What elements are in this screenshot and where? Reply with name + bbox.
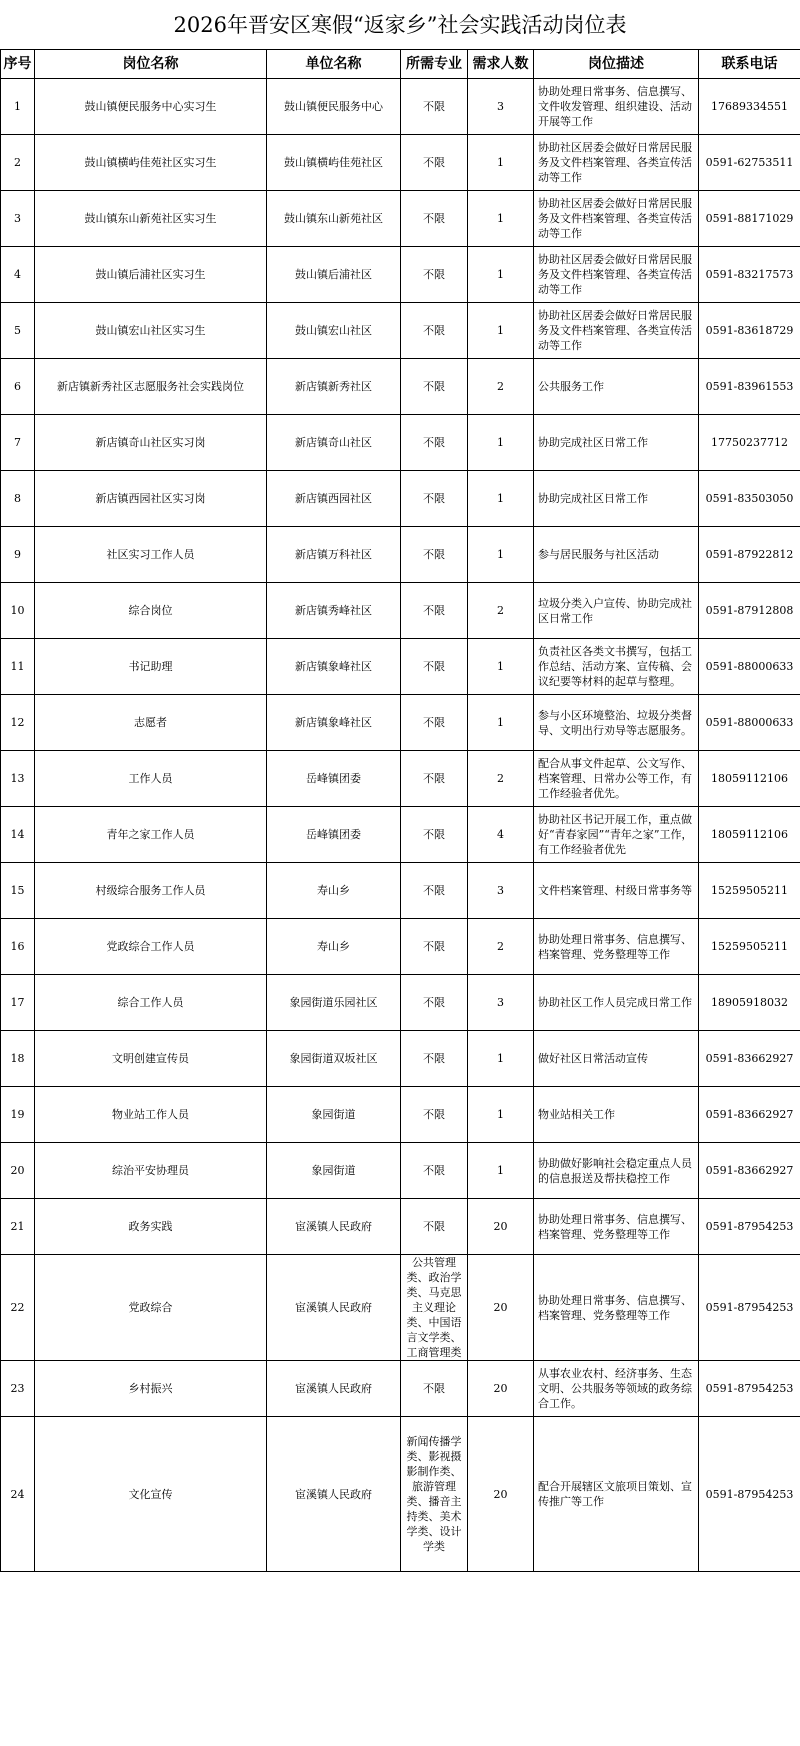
required-major-cell: 不限 [401,1087,468,1143]
unit-name-cell: 鼓山镇便民服务中心 [267,79,401,135]
position-description-cell: 协助社区居委会做好日常居民服务及文件档案管理、各类宣传活动等工作 [534,191,699,247]
position-name-cell: 村级综合服务工作人员 [35,863,267,919]
row-number-cell: 21 [1,1199,35,1255]
headcount-cell: 1 [468,415,534,471]
table-body [1,79,800,1572]
row-number-cell: 24 [1,1417,35,1572]
table-row [1,1199,800,1255]
table-row [1,415,800,471]
contact-phone-cell: 18059112106 [699,807,800,863]
required-major-cell: 不限 [401,359,468,415]
headcount-cell: 20 [468,1255,534,1361]
position-name-cell: 鼓山镇横屿佳苑社区实习生 [35,135,267,191]
row-number-cell: 12 [1,695,35,751]
positions-table [0,49,800,1572]
required-major-cell: 不限 [401,1143,468,1199]
headcount-cell: 1 [468,695,534,751]
unit-name-cell: 新店镇秀峰社区 [267,583,401,639]
table-row [1,1143,800,1199]
contact-phone-cell: 0591-87954253 [699,1199,800,1255]
position-name-cell: 新店镇新秀社区志愿服务社会实践岗位 [35,359,267,415]
header-row [1,50,800,79]
row-number-cell: 10 [1,583,35,639]
contact-phone-cell: 17750237712 [699,415,800,471]
required-major-cell: 不限 [401,527,468,583]
position-description-cell: 协助社区居委会做好日常居民服务及文件档案管理、各类宣传活动等工作 [534,135,699,191]
row-number-cell: 16 [1,919,35,975]
unit-name-cell: 岳峰镇团委 [267,807,401,863]
headcount-cell: 3 [468,975,534,1031]
row-number-cell: 22 [1,1255,35,1361]
required-major-cell: 不限 [401,975,468,1031]
table-row [1,79,800,135]
headcount-cell: 2 [468,751,534,807]
position-name-cell: 党政综合 [35,1255,267,1361]
contact-phone-cell: 18059112106 [699,751,800,807]
header-cell-no: 序号 [1,50,35,79]
position-name-cell: 鼓山镇便民服务中心实习生 [35,79,267,135]
required-major-cell: 新闻传播学类、影视摄影制作类、旅游管理类、播音主持类、美术学类、设计学类 [401,1417,468,1572]
contact-phone-cell: 0591-87922812 [699,527,800,583]
position-description-cell: 从事农业农村、经济事务、生态文明、公共服务等领域的政务综合工作。 [534,1361,699,1417]
unit-name-cell: 鼓山镇后浦社区 [267,247,401,303]
header-cell-major: 所需专业 [401,50,468,79]
required-major-cell: 不限 [401,191,468,247]
position-description-cell: 公共服务工作 [534,359,699,415]
contact-phone-cell: 0591-83618729 [699,303,800,359]
row-number-cell: 13 [1,751,35,807]
headcount-cell: 2 [468,919,534,975]
required-major-cell: 不限 [401,639,468,695]
unit-name-cell: 象园街道 [267,1143,401,1199]
contact-phone-cell: 0591-62753511 [699,135,800,191]
required-major-cell: 不限 [401,1199,468,1255]
headcount-cell: 3 [468,863,534,919]
required-major-cell: 不限 [401,1361,468,1417]
headcount-cell: 1 [468,303,534,359]
headcount-cell: 1 [468,191,534,247]
headcount-cell: 20 [468,1199,534,1255]
unit-name-cell: 象园街道乐园社区 [267,975,401,1031]
headcount-cell: 4 [468,807,534,863]
headcount-cell: 20 [468,1417,534,1572]
row-number-cell: 3 [1,191,35,247]
unit-name-cell: 寿山乡 [267,863,401,919]
required-major-cell: 不限 [401,583,468,639]
position-description-cell: 协助社区工作人员完成日常工作 [534,975,699,1031]
position-name-cell: 综合工作人员 [35,975,267,1031]
contact-phone-cell: 0591-88171029 [699,191,800,247]
position-description-cell: 负责社区各类文书撰写，包括工作总结、活动方案、宣传稿、会议纪要等材料的起草与整理。 [534,639,699,695]
headcount-cell: 1 [468,1031,534,1087]
unit-name-cell: 新店镇新秀社区 [267,359,401,415]
position-name-cell: 综合岗位 [35,583,267,639]
headcount-cell: 3 [468,79,534,135]
position-name-cell: 政务实践 [35,1199,267,1255]
position-description-cell: 物业站相关工作 [534,1087,699,1143]
headcount-cell: 20 [468,1361,534,1417]
contact-phone-cell: 15259505211 [699,919,800,975]
row-number-cell: 20 [1,1143,35,1199]
row-number-cell: 2 [1,135,35,191]
table-row [1,135,800,191]
position-description-cell: 协助完成社区日常工作 [534,415,699,471]
position-description-cell: 文件档案管理、村级日常事务等 [534,863,699,919]
required-major-cell: 不限 [401,1031,468,1087]
required-major-cell: 不限 [401,695,468,751]
table-row [1,247,800,303]
row-number-cell: 15 [1,863,35,919]
contact-phone-cell: 15259505211 [699,863,800,919]
position-description-cell: 参与居民服务与社区活动 [534,527,699,583]
table-row [1,863,800,919]
position-description-cell: 协助社区居委会做好日常居民服务及文件档案管理、各类宣传活动等工作 [534,247,699,303]
row-number-cell: 8 [1,471,35,527]
position-name-cell: 乡村振兴 [35,1361,267,1417]
position-name-cell: 鼓山镇宏山社区实习生 [35,303,267,359]
unit-name-cell: 象园街道 [267,1087,401,1143]
header-cell-phone: 联系电话 [699,50,800,79]
header-cell-description: 岗位描述 [534,50,699,79]
headcount-cell: 1 [468,471,534,527]
contact-phone-cell: 0591-87954253 [699,1417,800,1572]
position-name-cell: 新店镇西园社区实习岗 [35,471,267,527]
position-name-cell: 社区实习工作人员 [35,527,267,583]
page-title: 2026年晋安区寒假“返家乡”社会实践活动岗位表 [173,13,627,37]
table-row [1,1417,800,1572]
unit-name-cell: 鼓山镇宏山社区 [267,303,401,359]
position-name-cell: 新店镇奇山社区实习岗 [35,415,267,471]
position-description-cell: 协助处理日常事务、信息撰写、档案管理、党务整理等工作 [534,1255,699,1361]
contact-phone-cell: 0591-88000633 [699,639,800,695]
table-row [1,1361,800,1417]
position-name-cell: 鼓山镇后浦社区实习生 [35,247,267,303]
unit-name-cell: 新店镇奇山社区 [267,415,401,471]
required-major-cell: 不限 [401,79,468,135]
row-number-cell: 11 [1,639,35,695]
unit-name-cell: 寿山乡 [267,919,401,975]
unit-name-cell: 象园街道双坂社区 [267,1031,401,1087]
contact-phone-cell: 0591-88000633 [699,695,800,751]
table-row [1,975,800,1031]
unit-name-cell: 新店镇西园社区 [267,471,401,527]
row-number-cell: 17 [1,975,35,1031]
position-description-cell: 协助处理日常事务、信息撰写、档案管理、党务整理等工作 [534,919,699,975]
position-name-cell: 文明创建宣传员 [35,1031,267,1087]
position-name-cell: 工作人员 [35,751,267,807]
position-name-cell: 青年之家工作人员 [35,807,267,863]
table-row [1,1255,800,1361]
headcount-cell: 2 [468,359,534,415]
row-number-cell: 14 [1,807,35,863]
required-major-cell: 不限 [401,135,468,191]
table-row [1,471,800,527]
header-cell-count: 需求人数 [468,50,534,79]
headcount-cell: 1 [468,1143,534,1199]
row-number-cell: 18 [1,1031,35,1087]
table-row [1,527,800,583]
unit-name-cell: 宦溪镇人民政府 [267,1417,401,1572]
position-description-cell: 垃圾分类入户宣传、协助完成社区日常工作 [534,583,699,639]
row-number-cell: 23 [1,1361,35,1417]
contact-phone-cell: 0591-83662927 [699,1143,800,1199]
headcount-cell: 1 [468,135,534,191]
position-description-cell: 做好社区日常活动宣传 [534,1031,699,1087]
position-description-cell: 协助社区居委会做好日常居民服务及文件档案管理、各类宣传活动等工作 [534,303,699,359]
required-major-cell: 不限 [401,807,468,863]
required-major-cell: 不限 [401,919,468,975]
required-major-cell: 不限 [401,247,468,303]
row-number-cell: 9 [1,527,35,583]
position-description-cell: 配合从事文件起草、公文写作、档案管理、日常办公等工作，有工作经验者优先。 [534,751,699,807]
contact-phone-cell: 17689334551 [699,79,800,135]
contact-phone-cell: 18905918032 [699,975,800,1031]
position-name-cell: 志愿者 [35,695,267,751]
headcount-cell: 1 [468,1087,534,1143]
row-number-cell: 4 [1,247,35,303]
contact-phone-cell: 0591-83961553 [699,359,800,415]
table-row [1,919,800,975]
header-cell-position: 岗位名称 [35,50,267,79]
unit-name-cell: 鼓山镇横屿佳苑社区 [267,135,401,191]
required-major-cell: 不限 [401,751,468,807]
table-row [1,639,800,695]
required-major-cell: 不限 [401,415,468,471]
table-row [1,751,800,807]
position-name-cell: 鼓山镇东山新苑社区实习生 [35,191,267,247]
position-name-cell: 文化宣传 [35,1417,267,1572]
table-row [1,807,800,863]
required-major-cell: 不限 [401,863,468,919]
table-row [1,695,800,751]
unit-name-cell: 岳峰镇团委 [267,751,401,807]
row-number-cell: 5 [1,303,35,359]
required-major-cell: 不限 [401,471,468,527]
position-description-cell: 协助完成社区日常工作 [534,471,699,527]
required-major-cell: 公共管理类、政治学类、马克思主义理论类、中国语言文学类、工商管理类 [401,1255,468,1361]
headcount-cell: 1 [468,247,534,303]
header-cell-unit: 单位名称 [267,50,401,79]
row-number-cell: 19 [1,1087,35,1143]
position-description-cell: 参与小区环境整治、垃圾分类督导、文明出行劝导等志愿服务。 [534,695,699,751]
position-name-cell: 书记助理 [35,639,267,695]
unit-name-cell: 新店镇万科社区 [267,527,401,583]
position-description-cell: 协助处理日常事务、信息撰写、档案管理、党务整理等工作 [534,1199,699,1255]
contact-phone-cell: 0591-83217573 [699,247,800,303]
table-row [1,1087,800,1143]
row-number-cell: 7 [1,415,35,471]
unit-name-cell: 鼓山镇东山新苑社区 [267,191,401,247]
headcount-cell: 1 [468,527,534,583]
position-name-cell: 综治平安协理员 [35,1143,267,1199]
table-row [1,583,800,639]
table-row [1,191,800,247]
row-number-cell: 1 [1,79,35,135]
table-row [1,303,800,359]
headcount-cell: 1 [468,639,534,695]
headcount-cell: 2 [468,583,534,639]
unit-name-cell: 新店镇象峰社区 [267,639,401,695]
position-description-cell: 协助社区书记开展工作，重点做好“青春家园”“青年之家”工作，有工作经验者优先 [534,807,699,863]
unit-name-cell: 宦溪镇人民政府 [267,1255,401,1361]
unit-name-cell: 宦溪镇人民政府 [267,1199,401,1255]
table-row [1,1031,800,1087]
row-number-cell: 6 [1,359,35,415]
required-major-cell: 不限 [401,303,468,359]
contact-phone-cell: 0591-83662927 [699,1087,800,1143]
position-description-cell: 配合开展辖区文旅项目策划、宣传推广等工作 [534,1417,699,1572]
position-name-cell: 党政综合工作人员 [35,919,267,975]
contact-phone-cell: 0591-83503050 [699,471,800,527]
position-name-cell: 物业站工作人员 [35,1087,267,1143]
unit-name-cell: 宦溪镇人民政府 [267,1361,401,1417]
position-description-cell: 协助做好影响社会稳定重点人员的信息报送及帮扶稳控工作 [534,1143,699,1199]
contact-phone-cell: 0591-83662927 [699,1031,800,1087]
contact-phone-cell: 0591-87912808 [699,583,800,639]
contact-phone-cell: 0591-87954253 [699,1361,800,1417]
contact-phone-cell: 0591-87954253 [699,1255,800,1361]
position-description-cell: 协助处理日常事务、信息撰写、文件收发管理、组织建设、活动开展等工作 [534,79,699,135]
table-row [1,359,800,415]
unit-name-cell: 新店镇象峰社区 [267,695,401,751]
